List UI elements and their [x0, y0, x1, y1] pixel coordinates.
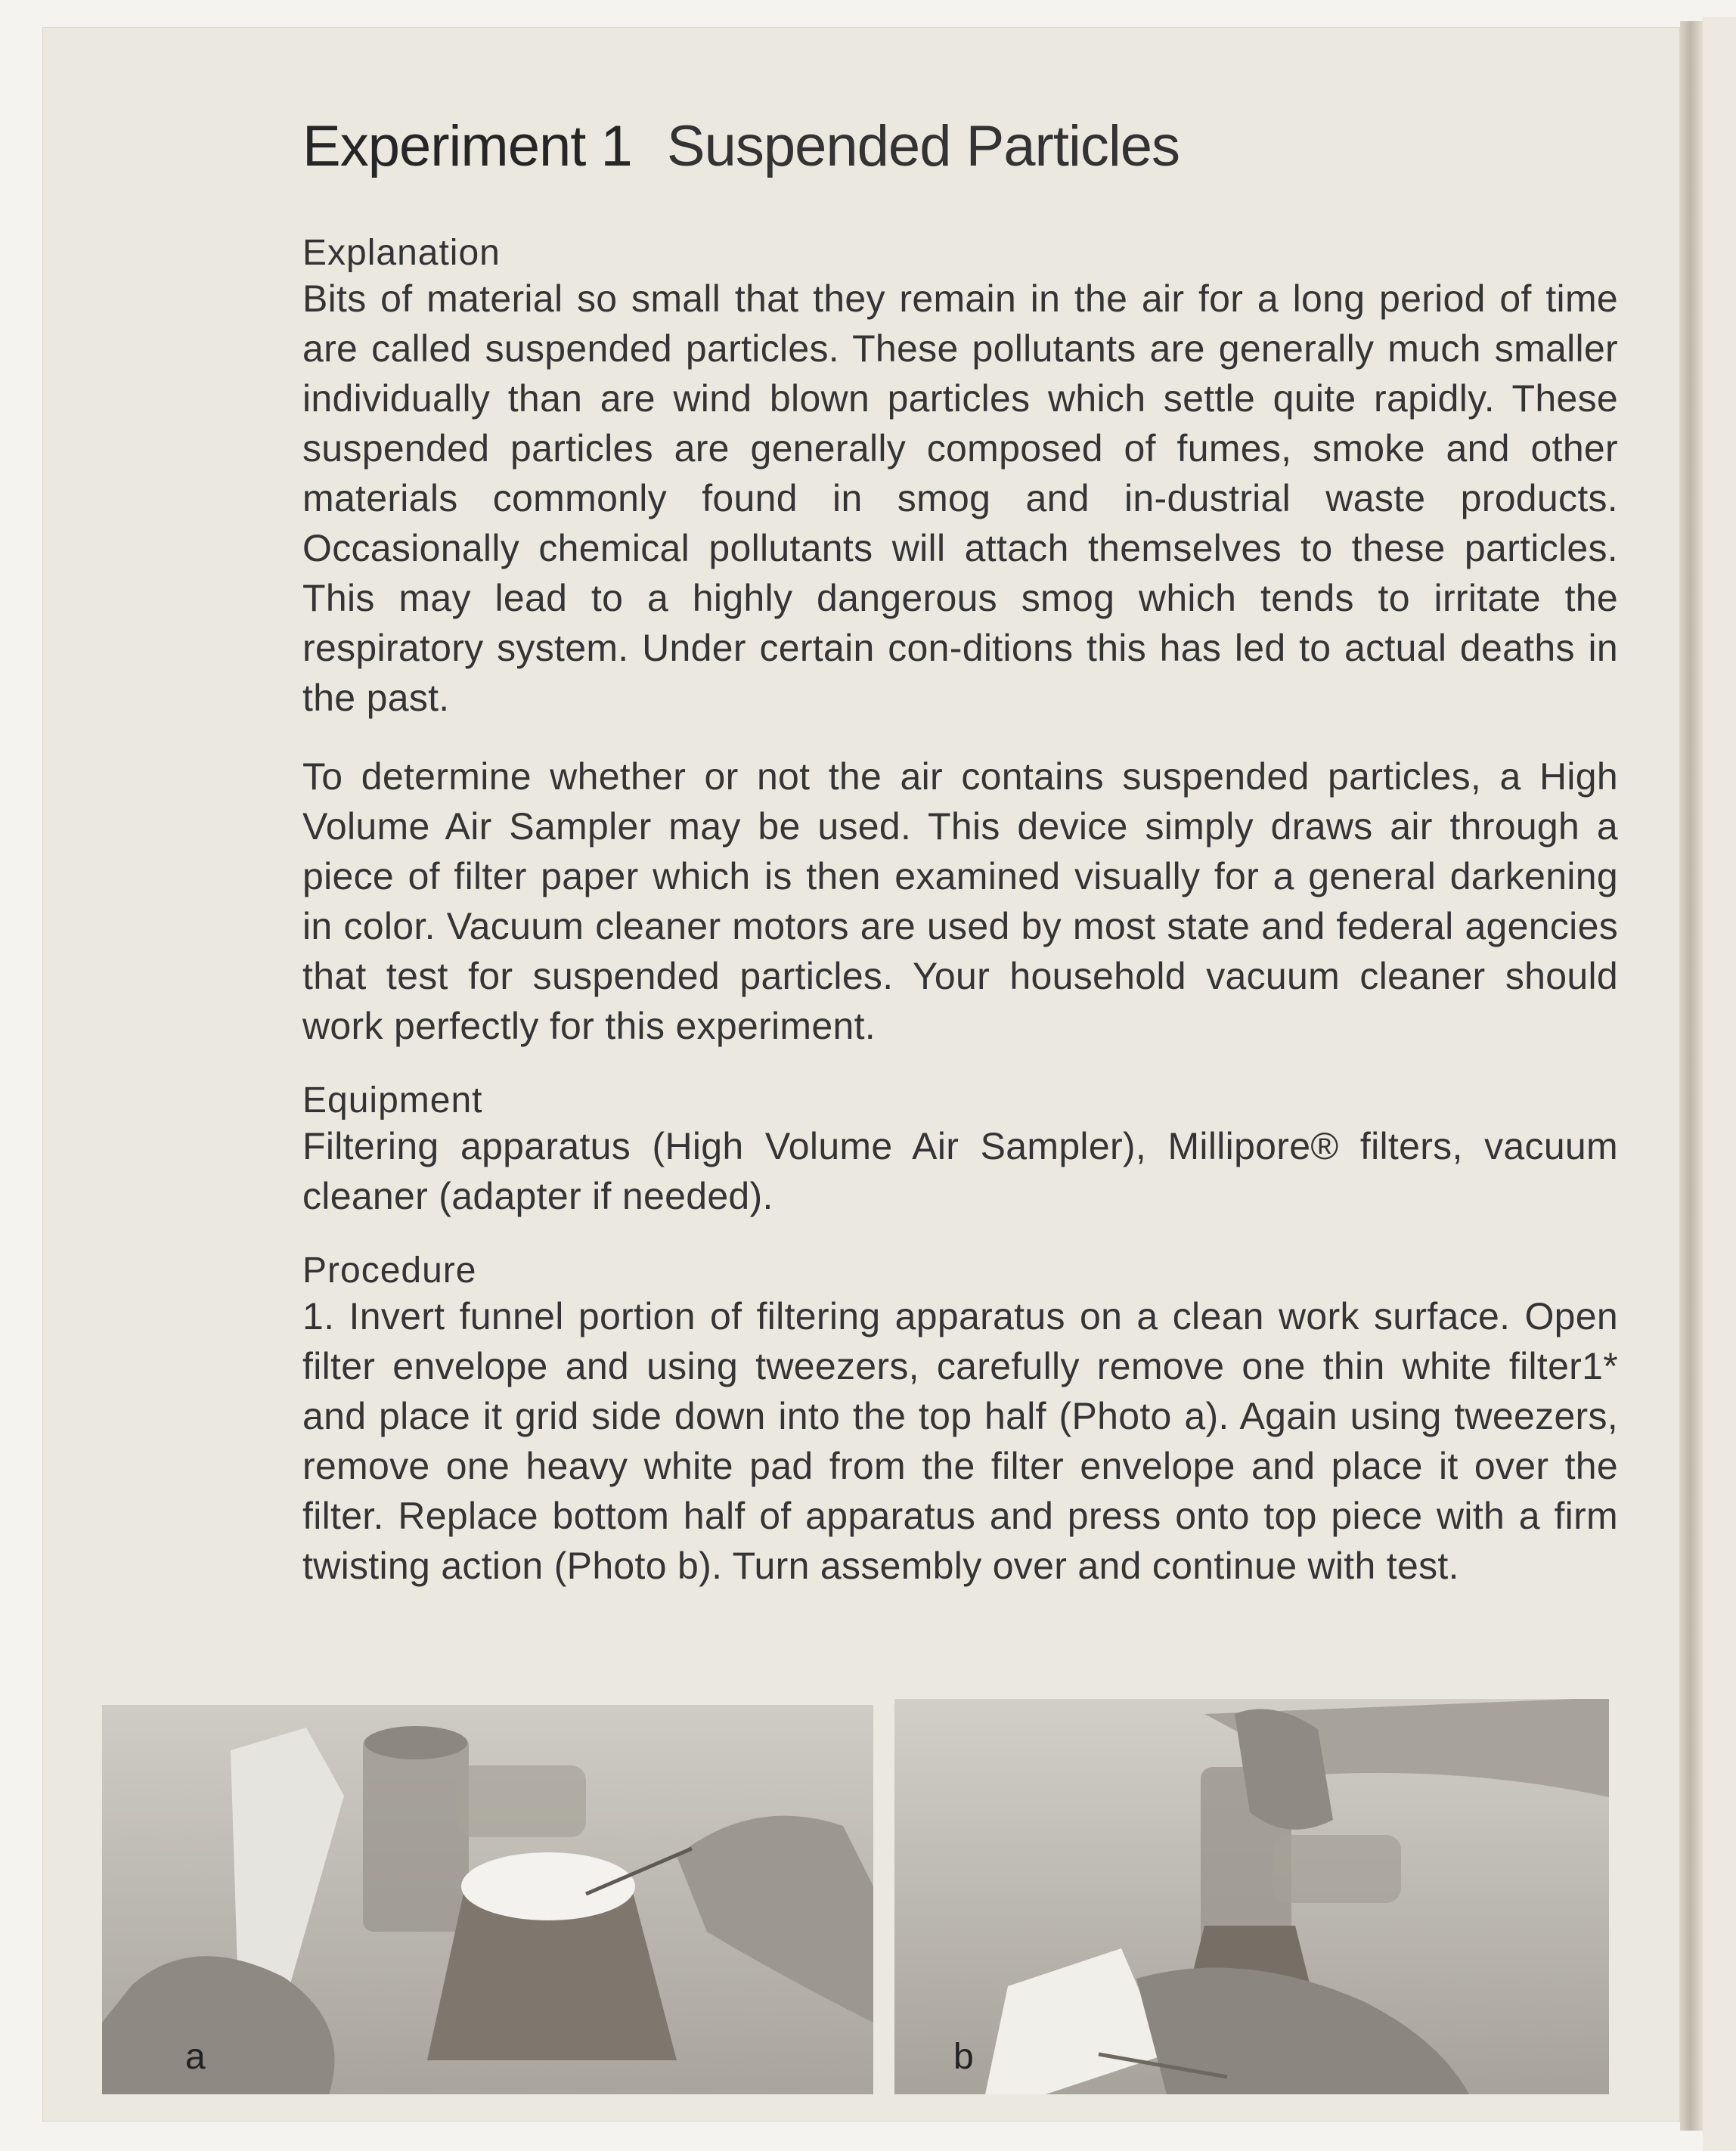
explanation-paragraph-1: Bits of material so small that they remain in the air for a long period of time are called suspended particles. These pollutants are generally much smaller individually than are wind blown particles which settle quite rapidly. These suspended particles are generally composed of fumes, smoke and other materials commonly found in smog and in-dustrial waste products. Occasionally chemical pollutants will attach themselves to these particles. This may lead to a highly dangerous smog which tends to irritate the respiratory system. Under certain con-ditions this has led to actual deaths in the past.: [302, 277, 1618, 719]
photo-strip: [102, 1705, 1609, 2094]
photo-b-label: b: [953, 2037, 974, 2077]
experiment-name: Suspended Particles: [666, 114, 1180, 178]
page-title: [302, 113, 1618, 179]
page-content: [302, 113, 1618, 1619]
photo-a-image: [102, 1705, 873, 2094]
procedure-heading: Procedure: [302, 1251, 477, 1291]
photo-a: [102, 1705, 873, 2094]
photo-b-image: [894, 1699, 1609, 2094]
equipment-heading: Equipment: [302, 1080, 483, 1120]
equipment-text: Filtering apparatus (High Volume Air Sampler), Millipore® filters, vacuum cleaner (adapter if needed).: [302, 1125, 1618, 1217]
photo-a-label: a: [185, 2037, 206, 2077]
explanation-paragraph-2: To determine whether or not the air contains suspended particles, a High Volume Air Sampler may be used. This device simply draws air through a piece of filter paper which is then examined visually for a general darkening in color. Vacuum cleaner motors are used by most state and federal agencies that test for suspended particles. Your household vacuum cleaner should work perfectly for this experiment.: [302, 755, 1618, 1047]
booklet-spine: [1680, 21, 1703, 2131]
experiment-number: Experiment 1: [302, 114, 632, 178]
procedure-step-1: 1. Invert funnel portion of filtering apparatus on a clean work surface. Open filter envelope and using tweezers, carefully remove one thin white filter1* and place it grid side down into the top half (Photo a). Again using tweezers, remove one heavy white pad from the filter envelope and place it over the filter. Replace bottom half of apparatus and press onto top piece with a firm twisting action (Photo b). Turn assembly over and continue with test.: [302, 1295, 1618, 1587]
facing-page-edge: [1703, 17, 1736, 2151]
photo-b: [894, 1699, 1609, 2094]
explanation-heading: Explanation: [302, 233, 501, 273]
